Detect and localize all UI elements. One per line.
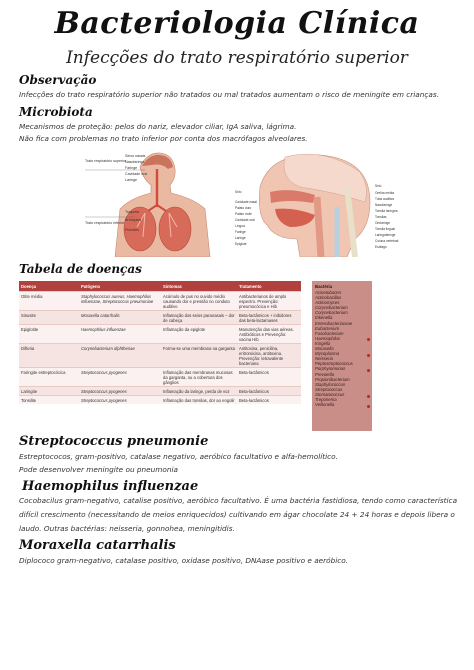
part-label: Faringe: [125, 166, 138, 170]
bacteria-item: Staphylococcus: [315, 381, 346, 387]
marker-dot-icon: [367, 354, 370, 357]
observacao-text: Infecções do trato respiratório superior não tratados ou mal tratados aumentam o risco de meningite em crianças.: [19, 90, 440, 99]
table-cell: Inflamação das tonsilas, dor ao engolir: [161, 396, 237, 405]
microbiota-line-1: Mecanismos de proteção: pelos do nariz, elevador ciliar, IgA saliva, lágrima.: [19, 122, 297, 131]
part-label: Traqueia: [125, 210, 140, 214]
strep-line-1: Estreptococos, gram-positivo, catalase negativo, aeróbico facultativo e alfa-hemolítico.: [19, 452, 338, 461]
anatomy-label: Palato mole: [235, 212, 252, 216]
table-cell: Haemophilus influenzae: [79, 325, 161, 344]
anatomy-label: Tuba auditiva: [375, 197, 395, 201]
table-cell: Staphylococcus aureus, Haemophilus influenzae, Streptococcus pneumoniae: [79, 292, 161, 311]
anatomy-label: Tonsila faríngea: [375, 209, 398, 213]
bacteria-item: Streptococcus: [315, 386, 343, 392]
bacteria-item: Acinetobacter: [315, 290, 342, 295]
bacteria-item: Fusobacterium: [315, 330, 344, 336]
anatomy-label: Seio: [235, 190, 242, 194]
microbiota-line-2: Não fica com problemas no trato inferior por conta dos macrófagos alveolares.: [19, 134, 308, 143]
table-row: [19, 387, 301, 396]
torso-figure: [85, 153, 210, 257]
observacao-heading: Observação: [19, 73, 97, 87]
anatomy-label: Palato duro: [235, 206, 252, 210]
part-label: Seios nasais: [125, 154, 146, 158]
strep-heading: Streptococcus pneumonie: [19, 434, 209, 449]
anatomy-label: Nasofaringe: [375, 203, 393, 207]
table-row: [19, 292, 301, 311]
morax-line-1: Diplococo gram-negativo, catalase positivo, oxidase positivo, DNAase positivo e aeróbico.: [19, 556, 349, 565]
anatomy-label: Laringe: [235, 236, 246, 240]
haemo-heading: Haemophilus influenzae: [22, 479, 199, 494]
anatomy-label: Orofaringe: [375, 221, 391, 225]
part-label: Pulmões: [125, 228, 139, 232]
bacteria-item: Peptostreptococcus: [315, 361, 353, 367]
bacteria-item: Haemophilus: [315, 335, 341, 341]
anatomy-label: Faringe: [235, 230, 246, 234]
page-title: Bacteriologia Clínica: [54, 6, 420, 41]
table-cell: Inflamação da epiglote: [161, 325, 237, 344]
table-cell: Corynebacterium diphtheriae: [79, 344, 161, 368]
bacteria-item: Stomatococcus: [315, 391, 345, 397]
bacteria-item: Veillonella: [315, 402, 335, 408]
table-cell: Antibacterianos de amplo espectro. Prevenção: pneumocócica e Hib: [237, 292, 301, 311]
anatomy-label: Laringofaringe: [375, 233, 396, 237]
morax-heading: Moraxella catarrhalis: [19, 538, 176, 553]
table-row: [19, 344, 301, 368]
table-cell: Beta-lactâmicos: [237, 387, 301, 396]
column-header: Tratamento: [237, 281, 301, 292]
bacteria-item: Neisseria: [315, 356, 333, 362]
anatomy-label: Tonsilas: [375, 215, 387, 219]
table-cell: Acúmulo de pus no ouvido médio causando dor e pressão no conduto auditivo: [161, 292, 237, 311]
bacteria-item: Propionibacterium: [315, 376, 350, 382]
microbiota-heading: Microbiota: [19, 105, 93, 119]
respiratory-anatomy-figures: [85, 147, 405, 257]
table-cell: Streptococcus pyogenes: [79, 396, 161, 405]
table-cell: Beta-lactâmicos: [237, 396, 301, 405]
bacteria-item: Mycoplasma: [315, 351, 340, 357]
bacteria-item: Kingella: [315, 340, 331, 346]
bacteria-item: Porphyromonas: [315, 366, 346, 372]
bacteria-list-header: Bactéria: [315, 284, 332, 289]
table-row: [19, 311, 301, 325]
anatomy-label: Epiglote: [235, 242, 247, 246]
diseases-table: [19, 281, 301, 404]
tabela-heading: Tabela de doenças: [19, 262, 142, 276]
anatomy-label: Cavidade nasal: [235, 200, 257, 204]
upper-tract-label: Trato respiratório superior: [85, 159, 127, 163]
column-header: Patógeno: [79, 281, 161, 292]
bacteria-item: Actinomyces: [315, 300, 340, 306]
anatomy-label: Tonsila lingual: [375, 227, 396, 231]
column-header: Sintomas: [161, 281, 237, 292]
table-cell: Otite média: [19, 292, 79, 311]
haemo-line-3: laudo. Outras bactérias: neisseria, gonnohea, meningitidis.: [19, 524, 235, 533]
column-header: Doença: [19, 281, 79, 292]
table-cell: Forma-se uma membrana na garganta: [161, 344, 237, 368]
marker-dot-icon: [367, 395, 370, 398]
anatomy-label: Língua: [235, 224, 245, 228]
table-cell: Epiglotite: [19, 325, 79, 344]
bacteria-item: Actinobacillus: [315, 295, 342, 301]
part-label: Nasofaringe: [125, 160, 145, 164]
bacteria-list-panel: [312, 281, 372, 431]
anatomy-label: Esôfago: [375, 245, 387, 249]
bacteria-item: Eikenella: [315, 315, 333, 321]
table-cell: Beta-lactâmicos: [237, 368, 301, 387]
anatomy-label: Coluna vertebral: [375, 239, 399, 243]
table-row: [19, 368, 301, 387]
bacteria-item: Moraxella: [315, 346, 334, 352]
table-cell: Laringite: [19, 387, 79, 396]
table-cell: Beta-lactâmicos + inibidores das beta-lactamases: [237, 311, 301, 325]
table-cell: Sinusite: [19, 311, 79, 325]
table-header-row: [19, 281, 301, 292]
table-row: [19, 396, 301, 405]
strep-line-2: Pode desenvolver meningite ou pneumonia: [19, 465, 178, 474]
anatomy-label: Orelha média: [375, 191, 395, 195]
table-cell: Inflamação dos seios paranasais – dor de cabeça: [161, 311, 237, 325]
table-row: [19, 325, 301, 344]
haemo-line-2: difícil crescimento (necessitando de meios enriquecidos) cultivando em ágar chocolate 24 + 24 horas e depois libera o: [19, 510, 455, 519]
table-cell: Manutenção das vias aéreas. Antibióticos e Prevenção: vacina Hib: [237, 325, 301, 344]
page-subtitle: Infecções do trato respiratório superior: [66, 48, 408, 68]
lower-tract-label: Trato respiratório inferior: [85, 221, 125, 225]
table-cell: Streptococcus pyogenes: [79, 387, 161, 396]
table-cell: Difteria: [19, 344, 79, 368]
bacteria-item: Enterobacteriaceae: [315, 320, 353, 326]
marker-dot-icon: [367, 369, 370, 372]
table-cell: Inflamação das membranas mucosas da garganta, ou a cobertura dos gânglios: [161, 368, 237, 387]
anatomy-label: Cavidade oral: [235, 218, 255, 222]
bacteria-item: Corynebacterium: [315, 310, 348, 316]
marker-dot-icon: [367, 338, 370, 341]
bacteria-item: Treponema: [315, 396, 337, 402]
table-cell: Antitoxina, penicilina, eritromicina, antitoxina. Prevenção: tetravalente bacteriana: [237, 344, 301, 368]
bacteria-item: Eubacterium: [315, 325, 340, 331]
table-cell: Tonsilite: [19, 396, 79, 405]
bacteria-item: Prevotella: [315, 371, 335, 377]
bacteria-item: Corynebacterium: [315, 305, 348, 311]
table-cell: Streptococcus pyogenes: [79, 368, 161, 387]
table-cell: Inflamação da laringe, perda de voz: [161, 387, 237, 396]
marker-dot-icon: [367, 405, 370, 408]
part-label: Laringe: [125, 178, 137, 182]
table-cell: Moraxella catarrhalis: [79, 311, 161, 325]
anatomy-label: Seio: [375, 184, 382, 188]
part-label: Cavidade oral: [125, 172, 148, 176]
head-cross-section: [259, 154, 370, 257]
part-label: Brônquios: [125, 218, 142, 222]
haemo-line-1: Cocobacilus gram-negativo, catalise positivo, aeróbico facultativo. É uma bactéria fastidiosa, tendo como característica: [19, 496, 458, 505]
table-cell: Faringite estreptocócica: [19, 368, 79, 387]
